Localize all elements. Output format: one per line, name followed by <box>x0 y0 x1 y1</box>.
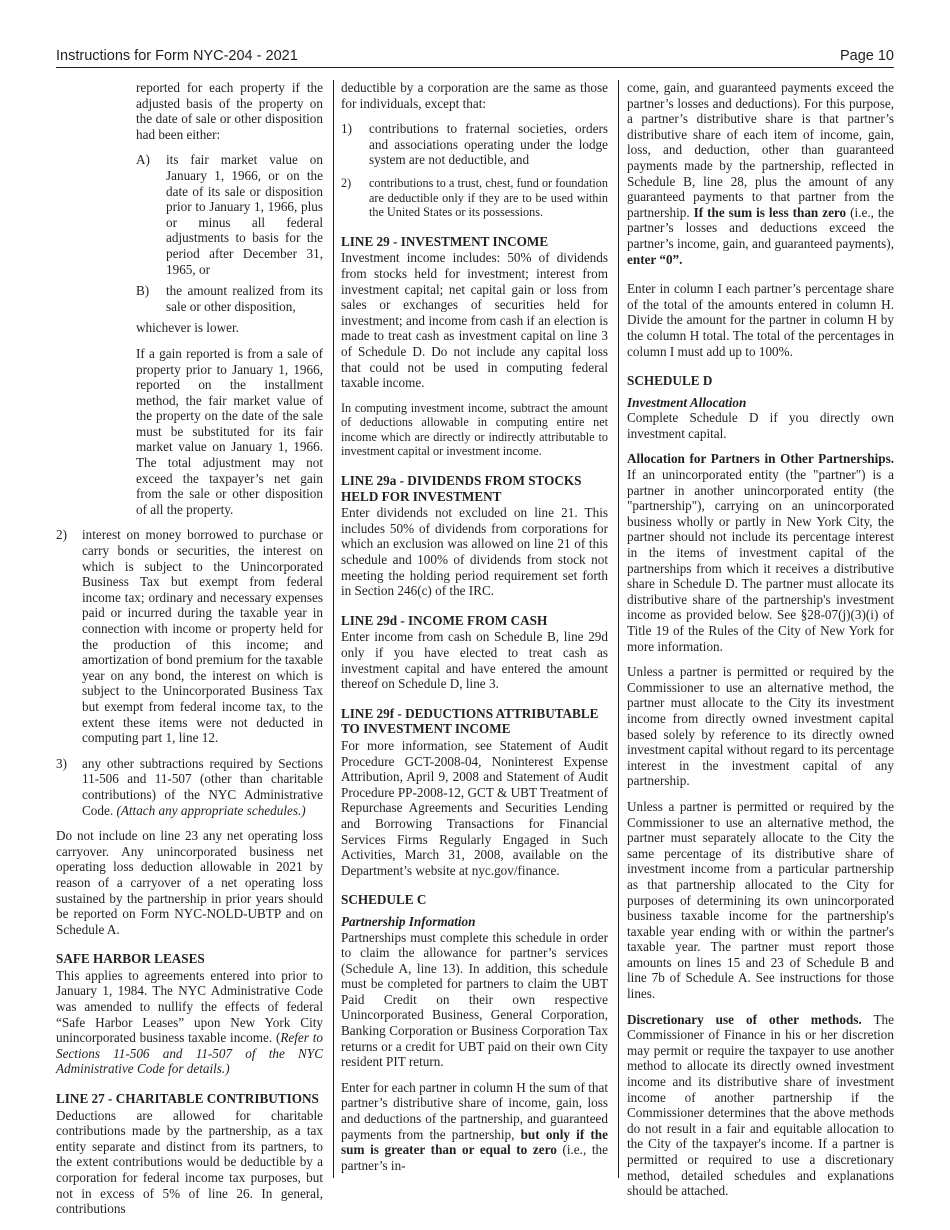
column-1 <box>56 80 323 1227</box>
list-item: 3) any other subtractions required by Sections 11-506 and 11-507 (other than charitable contributions) of the NYC Administrative Code. (Attach any appropriate schedules.) <box>56 755 323 818</box>
section-heading: SAFE HARBOR LEASES <box>56 951 205 967</box>
list-item: 2) contributions to a trust, chest, fund or foundation are deductible only if they are to be used within the United States or its possessions. <box>341 175 608 220</box>
section-heading: LINE 27 - CHARITABLE CONTRIBUTIONS <box>56 1091 319 1107</box>
paragraph: come, gain, and guaranteed payments exceed the partner’s losses and deductions). For this purpose, a partner’s distributive share is that partner’s distributive share of each item of income, gain, loss, and deduction, other than guaranteed payments made by the partnership, reflected in Schedule B, line 28, plus the amount of any guaranteed payments to that partner from the partnership. If the sum is less than zero (i.e., the partner’s losses and deductions exceed the partner’s income, gain, and guaranteed payments), enter “0”. <box>627 80 895 267</box>
paragraph: Enter for each partner in column H the sum of that partner’s distributive share of income, gain, loss and deductions of the partnership, and guaranteed payments from the partnership, but only if the sum is greater than or equal to zero (i.e., the partner’s in- <box>341 1079 608 1173</box>
column-3 <box>627 80 894 1209</box>
paragraph: reported for each property if the adjusted basis of the property on the date of sale or other disposition had been either: <box>136 80 323 142</box>
list-item: 1) contributions to fraternal societies, orders and associations operating under the lodge system are not deductible, and <box>341 121 608 168</box>
paragraph: Enter dividends not excluded on line 21. This includes 50% of dividends from corporations for which an exclusion was allowed on line 21 of this schedule and 100% of dividends from stock not meeting the holding period requirement set forth in Section 246(c) of the IRC. <box>341 505 608 599</box>
section-heading: LINE 29a - DIVIDENDS FROM STOCKS HELD FOR INVESTMENT <box>341 473 582 504</box>
paragraph: Enter income from cash on Schedule B, line 29d only if you have elected to treat cash as investment capital and have entered the amount thereof on Schedule D, line 3. <box>341 629 608 692</box>
section-heading: SCHEDULE C <box>341 892 427 908</box>
section-heading: LINE 29d - INCOME FROM CASH <box>341 612 548 628</box>
column-2 <box>341 80 608 1183</box>
paragraph: If a gain reported is from a sale of property prior to January 1, 1966, reported on the installment method, the fair market value of the property on the date of the sale must be substituted for its fair market value on January 1, 1966. The total adjustment may not exceed the taxpayer’s net gain from the sale or other disposition of all the property. <box>136 345 323 517</box>
list-item: A) its fair market value on January 1, 1966, or on the date of its sale or disposition prior to January 1, 1966, plus or minus all federal adjustments to basis for the period after December 31, 1965, or <box>136 152 323 277</box>
paragraph: In computing investment income, subtract the amount of deductions allowable in computing entire net income which are directly or indirectly attributable to investment capital or investment income. <box>341 400 608 459</box>
section-heading: SCHEDULE D <box>627 373 713 389</box>
list-item: B) the amount realized from its sale or other disposition, <box>136 283 323 314</box>
paragraph: Allocation for Partners in Other Partnerships. If an unincorporated entity (the "partner") is a partner in another unincorporated entity (the "partnership"), carrying on an unincorporated business wholly or partly in New York City, the partner should not include its percentage interest in the items of investment capital of the partnerships from which it receives a distributive share in Schedule D. The partner must allocate its distributive share of the partnership's investment income as provided below. See §28-07(j)(3)(i) of Title 19 of the Rules of the City of New York for more information. <box>627 451 894 654</box>
column-divider <box>333 80 334 1178</box>
paragraph: Discretionary use of other methods. The Commissioner of Finance in his or her discretion may permit or require the taxpayer to use another method to allocate its directly owned investment income and its distributive share of investment income of another partnership if the Commissioner determines that the above methods do not result in a fair and equitable allocation to the City of the taxpayer's income. If a partner is permitted or required to use a discretionary method, detailed schedules and explanations should be attached. <box>627 1011 895 1199</box>
paragraph: This applies to agreements entered into prior to January 1, 1984. The NYC Administrative Code was amended to nullify the effects of federal “Safe Harbor Leases” upon New York City unincorporated business taxable income. (Refer to Sections 11-506 and 11-507 of the NYC Administrative Code for details.) <box>56 967 323 1077</box>
paragraph: Investment income includes: 50% of dividends from stocks held for investment; interest from investment capital; net capital gain or loss from sales or exchanges of securities held for investment; and income from cash if an election is made to treat cash as investment capital on line 3 of Schedule D. Do not include any capital loss that could not be used in computing federal taxable income. <box>341 250 608 391</box>
paragraph: Enter in column I each partner’s percentage share of the total of the amounts entered in column H. Divide the amount for the partner in column H by the column H total. The total of the percentages in column I must add up to 100%. <box>627 281 894 359</box>
section-heading: LINE 29f - DEDUCTIONS ATTRIBUTABLE TO INVESTMENT INCOME <box>341 705 599 737</box>
page-number: Page 10 <box>839 48 894 64</box>
form-title: Instructions for Form NYC-204 - 2021 <box>56 48 298 64</box>
subheading: Partnership Information <box>341 913 476 929</box>
paragraph: For more information, see Statement of Audit Procedure GCT-2008-04, Noninterest Expense Attribution, April 9, 2008 and Statement of Audit Procedure PP-2008-12, GCT & UBT Treatment of Repurchase Agreements and Securities Lending and Borrowing Transactions for Financial Services Firms Regularly Engaged in Such Activities, March 31, 2008, available on the Department’s website at nyc.gov/finance. <box>341 737 608 878</box>
subheading: Investment Allocation <box>627 394 747 410</box>
paragraph: Unless a partner is permitted or required by the Commissioner to use an alternative method, the partner must separately allocate to the City the same percentage of its distributive share of investment income from a particular partnership as that partnership allocated to the City for purposes of determining its own unincorporated business taxable income for the partnership's taxable year ending with or within the partner's taxable year. The partner must report those amounts on lines 15 and 23 of Schedule B and line 7b of Schedule A. See instructions for those lines. <box>627 798 894 1002</box>
paragraph: Unless a partner is permitted or required by the Commissioner to use an alternative method, the partner must allocate to the City its investment income from directly owned investment capital based solely by reference to its directly owned investment capital without regard to its percentage interest in the investment capital of any partnership. <box>627 664 894 789</box>
paragraph: Partnerships must complete this schedule in order to claim the allowance for partner’s services (Schedule A, line 13). In addition, this schedule must be completed for partners to claim the UBT Paid Credit on their own respective Unincorporated Business, General Corporation, Banking Corporation or Business Corporation Tax returns or a credit for UBT paid on their own City resident PIT return. <box>341 929 608 1070</box>
header-rule <box>56 67 894 68</box>
paragraph: deductible by a corporation are the same as those for individuals, except that: <box>341 80 608 111</box>
list-item: 2) interest on money borrowed to purchase or carry bonds or securities, the interest on which is subject to the Unincorporated Business Tax but exempt from federal income tax; ordinary and necessary expenses paid or incurred during the taxable year in connection with income or property held for the production of this income; and amortization of bond premium for the taxable year on any bond, the interest on which is subject to the Unincorporated Business Tax but exempt from federal income tax, to the extent these items were not deducted in computing part 1, line 12. <box>56 527 323 746</box>
paragraph: Complete Schedule D if you directly own investment capital. <box>627 410 894 441</box>
paragraph: whichever is lower. <box>136 320 239 336</box>
section-heading: LINE 29 - INVESTMENT INCOME <box>341 233 549 249</box>
paragraph: Do not include on line 23 any net operating loss carryover. Any unincorporated business net operating loss deduction allowable in 2021 by reason of a carryover of a net operating loss sustained by the partnership in prior years should be reported on Form NYC-NOLD-UBTP and on Schedule A. <box>56 828 323 937</box>
column-divider <box>618 80 619 1178</box>
paragraph: Deductions are allowed for charitable contributions made by the partnership, as a tax entity separate and distinct from its partners, to the extent contributions would be deductible by a corporation for federal income tax purposes, but not in excess of 5% of line 26. In general, contributions <box>56 1107 323 1217</box>
